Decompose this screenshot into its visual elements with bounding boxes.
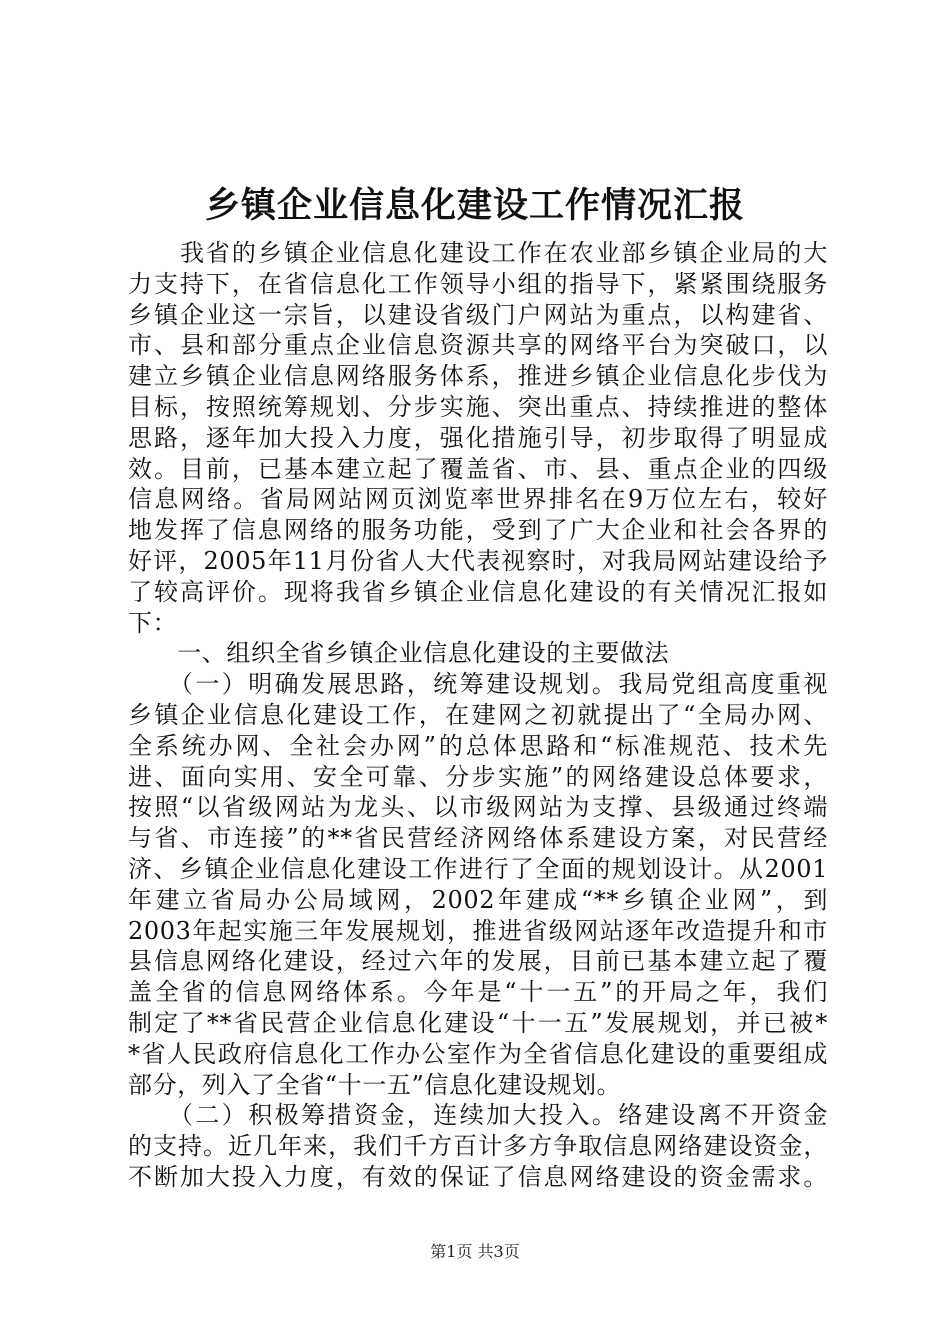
body-line: 乡镇企业这一宗旨，以建设省级门户网站为重点，以构建省、 xyxy=(128,300,828,329)
body-line: *省人民政府信息化工作办公室作为全省信息化建设的重要组成 xyxy=(128,1039,828,1068)
body-line: 部分，列入了全省“十一五”信息化建设规划。 xyxy=(128,1070,622,1099)
section-heading: 一、组织全省乡镇企业信息化建设的主要做法 xyxy=(128,639,670,668)
body-line: 地发挥了信息网络的服务功能，受到了广大企业和社会各界的 xyxy=(128,516,828,545)
body-line: 与省、市连接”的**省民营经济网络体系建设方案，对民营经 xyxy=(128,824,828,853)
body-line: 2003年起实施三年发展规划，推进省级网站逐年改造提升和市 xyxy=(128,916,828,945)
body-line: 市、县和部分重点企业信息资源共享的网络平台为突破口，以 xyxy=(128,331,828,360)
body-line: （一）明确发展思路，统筹建设规划。我局党组高度重视 xyxy=(128,670,828,699)
body-line: 按照“以省级网站为龙头、以市级网站为支撑、县级通过终端 xyxy=(128,793,828,822)
body-line: 全系统办网、全社会办网”的总体思路和“标准规范、技术先 xyxy=(128,731,828,760)
body-line: 好评，2005年11月份省人大代表视察时，对我局网站建设给予 xyxy=(128,546,828,575)
body-line: 下： xyxy=(128,608,178,637)
body-line: 了较高评价。现将我省乡镇企业信息化建设的有关情况汇报如 xyxy=(128,577,828,606)
body-line: 的支持。近几年来，我们千方百计多方争取信息网络建设资金， xyxy=(128,1132,828,1161)
page-footer: 第1页 共3页 xyxy=(430,1242,520,1261)
body-line: 乡镇企业信息化建设工作，在建网之初就提出了“全局办网、 xyxy=(128,700,828,729)
body-line: 效。目前，已基本建立起了覆盖省、市、县、重点企业的四级 xyxy=(128,454,828,483)
body-line: 盖全省的信息网络体系。今年是“十一五”的开局之年，我们 xyxy=(128,978,828,1007)
body-line: 不断加大投入力度，有效的保证了信息网络建设的资金需求。 xyxy=(128,1162,828,1191)
document-title: 乡镇企业信息化建设工作情况汇报 xyxy=(204,185,745,226)
body-line: 我省的乡镇企业信息化建设工作在农业部乡镇企业局的大 xyxy=(128,239,828,267)
body-line: 年建立省局办公局域网，2002年建成“**乡镇企业网”，到 xyxy=(128,885,828,914)
body-line: 县信息网络化建设，经过六年的发展，目前已基本建立起了覆 xyxy=(128,947,828,976)
body-line: 信息网络。省局网站网页浏览率世界排名在9万位左右，较好 xyxy=(128,485,828,514)
document-body xyxy=(128,238,828,1193)
body-line: 目标，按照统筹规划、分步实施、突出重点、持续推进的整体 xyxy=(128,392,828,421)
body-line: 力支持下，在省信息化工作领导小组的指导下，紧紧围绕服务 xyxy=(128,269,828,298)
body-line: 制定了**省民营企业信息化建设“十一五”发展规划，并已被* xyxy=(128,1008,828,1037)
body-line: 济、乡镇企业信息化建设工作进行了全面的规划设计。从2001 xyxy=(128,854,828,883)
body-line: 思路，逐年加大投入力度，强化措施引导，初步取得了明显成 xyxy=(128,423,828,452)
body-line: 进、面向实用、安全可靠、分步实施”的网络建设总体要求， xyxy=(128,762,828,791)
body-line: 建立乡镇企业信息网络服务体系，推进乡镇企业信息化步伐为 xyxy=(128,362,828,391)
body-line: （二）积极筹措资金，连续加大投入。络建设离不开资金 xyxy=(128,1101,828,1130)
